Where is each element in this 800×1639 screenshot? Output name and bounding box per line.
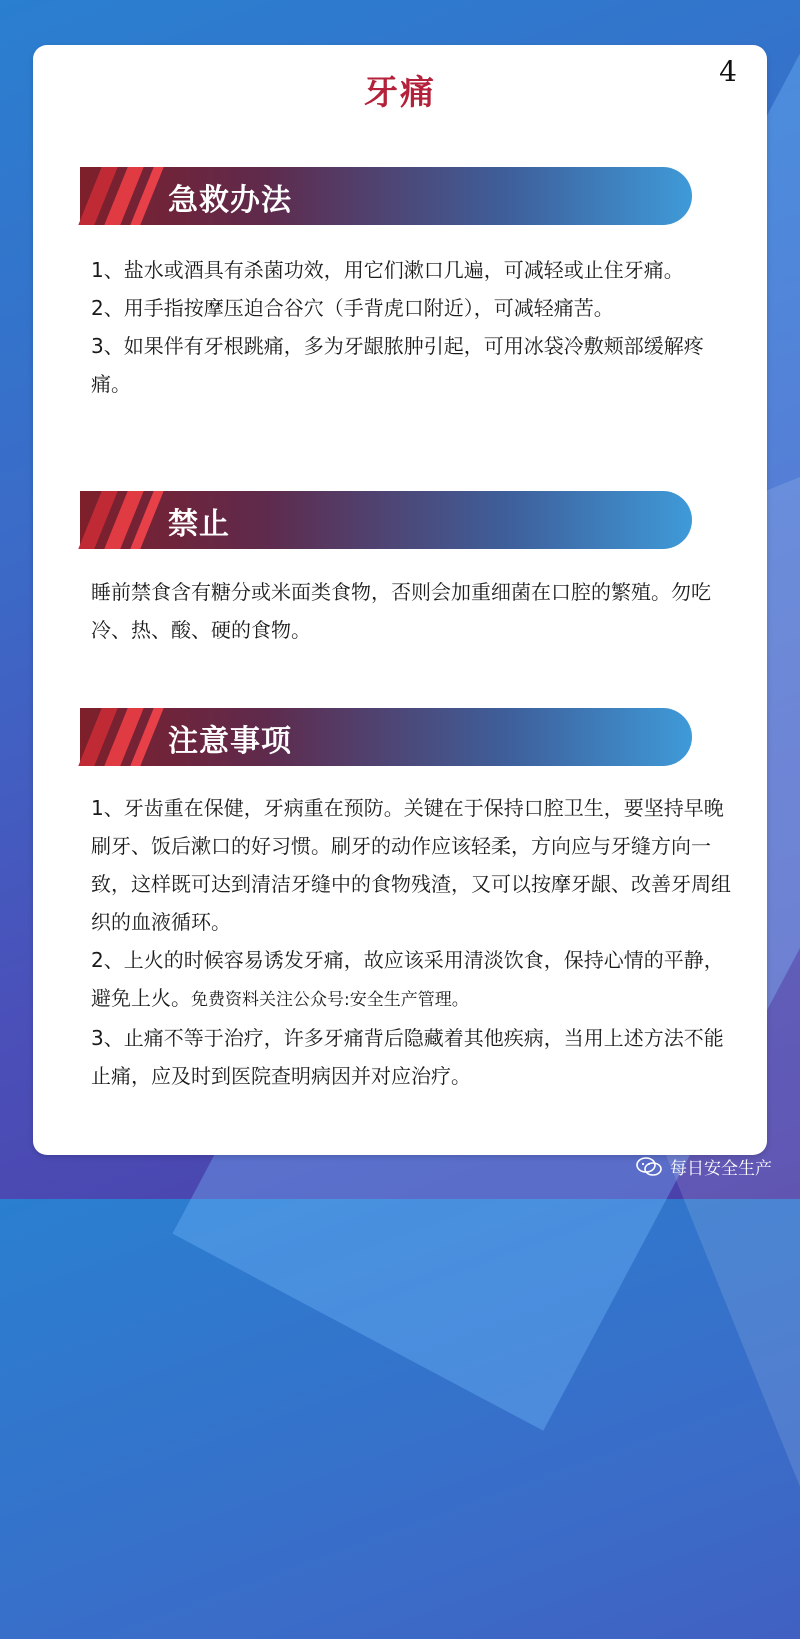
content-card	[33, 45, 767, 1155]
section-header-precautions	[80, 708, 692, 766]
paragraph: 3、止痛不等于治疗，许多牙痛背后隐藏着其他疾病，当用上述方法不能止痛，应及时到医院查明病因并对应治疗。	[91, 1026, 724, 1088]
paragraph: 1、牙齿重在保健，牙病重在预防。关键在于保持口腔卫生，要坚持早晚刷牙、饭后漱口的好习惯。刷牙的动作应该轻柔，方向应与牙缝方向一致，这样既可达到清洁牙缝中的食物残渣，又可以按摩牙龈、改善牙周组织的血液循环。	[91, 796, 731, 934]
section-heading: 禁止	[168, 507, 230, 542]
wechat-icon	[636, 1157, 662, 1177]
paragraph	[91, 941, 731, 1019]
section-header-first-aid	[80, 167, 692, 225]
paragraph-text: 2、上火的时候容易诱发牙痛，故应该采用清淡饮食，保持心情的平静，避免上火。	[91, 948, 724, 1010]
paragraph: 2、用手指按摩压迫合谷穴（手背虎口附近），可减轻痛苦。	[91, 296, 614, 320]
watermark-text: 每日安全生产	[670, 1159, 772, 1179]
section-body-first-aid	[91, 251, 731, 403]
promo-note: 免费资料关注公众号:安全生产管理。	[191, 990, 469, 1010]
paragraph: 3、如果伴有牙根跳痛，多为牙龈脓肿引起，可用冰袋冷敷颊部缓解疼痛。	[91, 334, 704, 396]
paragraph: 1、盐水或酒具有杀菌功效，用它们漱口几遍，可减轻或止住牙痛。	[91, 258, 684, 282]
page-title: 牙痛	[364, 73, 436, 113]
page-number: 4	[719, 55, 737, 88]
section-body-precautions	[91, 789, 731, 1095]
section-body-forbidden	[91, 573, 731, 649]
watermark	[636, 1154, 772, 1179]
section-header-forbidden	[80, 491, 692, 549]
paragraph: 睡前禁食含有糖分或米面类食物，否则会加重细菌在口腔的繁殖。勿吃冷、热、酸、硬的食物。	[91, 580, 711, 642]
section-heading: 急救办法	[168, 183, 292, 218]
section-heading: 注意事项	[168, 724, 292, 759]
